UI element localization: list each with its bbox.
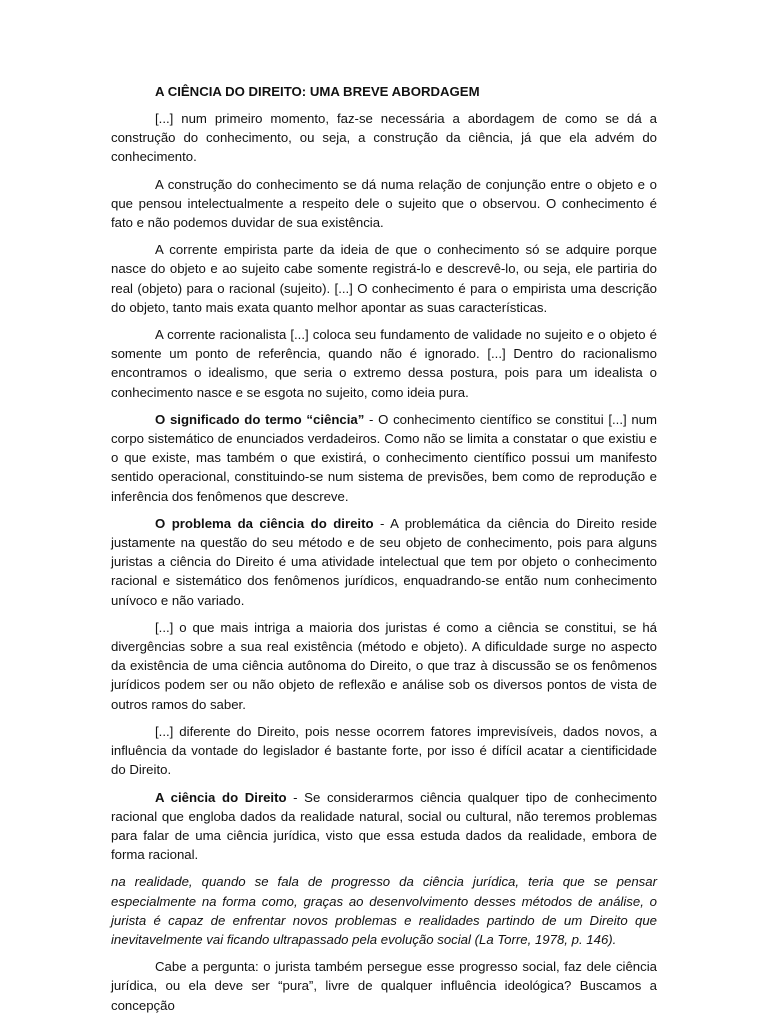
paragraph-9 [111, 788, 657, 865]
paragraph-text: A corrente racionalista [...] coloca seu fundamento de validade no sujeito e o objeto é somente um ponto de referência, quando não é ignorado. [...] Dentro do racionalismo encontramos o idealismo, que seria o extremo dessa postura, pois para um idealista o conhecimento nasce e se esgota no sujeito, como ideia pura. [111, 327, 657, 400]
paragraph-1 [111, 109, 657, 167]
document-title: A CIÊNCIA DO DIREITO: UMA BREVE ABORDAGEM [155, 84, 480, 99]
block-quote: na realidade, quando se fala de progresso da ciência jurídica, teria que se pensar especialmente na forma como, graças ao desenvolvimento desses métodos de análise, o jurista é capaz de enfrentar novos problemas e realidades partindo de um Direito que inevitavelmente vai ficando ultrapassado pela evolução social (La Torre, 1978, p. 146). [111, 874, 657, 947]
section-heading: A ciência do Direito [155, 789, 287, 805]
paragraph-text: A corrente empirista parte da ideia de que o conhecimento só se adquire porque nasce do objeto e ao sujeito cabe somente registrá-lo e descrevê-lo, ou seja, ele partiria do real (objeto) para o racional (sujeito). [...] O conhecimento é para o empirista uma descrição do objeto, tanto mais exata quanto melhor apontar as suas características. [111, 242, 657, 315]
section-heading: O significado do termo “ciência” [155, 411, 365, 427]
paragraph-5 [111, 410, 657, 506]
paragraph-text: - A problemática da ciência do Direito reside justamente na questão do seu método e de seu objeto de conhecimento, pois para alguns juristas a ciência do Direito é uma atividade intelectual que tem por objeto o conhecimento racional e sistemático dos fenômenos jurídicos, enquadrando-se então num conhecimento unívoco e não variado. [111, 515, 657, 608]
paragraph-text: [...] diferente do Direito, pois nesse ocorrem fatores imprevisíveis, dados novos, a influência da vontade do legislador é bastante forte, por isso é difícil acatar a cientificidade do Direito. [111, 723, 657, 778]
section-heading: O problema da ciência do direito [155, 515, 374, 531]
paragraph-2 [111, 175, 657, 233]
paragraph-text: A construção do conhecimento se dá numa relação de conjunção entre o objeto e o que pensou intelectualmente a respeito dele o sujeito que o observou. O conhecimento é fato e não podemos duvidar de sua existência. [111, 176, 657, 231]
paragraph-text: - O conhecimento científico se constitui [...] num corpo sistemático de enunciados verdadeiros. Como não se limita a constatar o que existiu e o que existe, mas também o que existirá, o conhecimento científico possui um manifesto sentido operacional, constituindo-se num sistema de previsões, bem como de reprodução e inferência dos fenômenos que descreve. [111, 411, 657, 504]
paragraph-final: Cabe a pergunta: o jurista também persegue esse progresso social, faz dele ciência jurídica, ou ela deve ser “pura”, livre de qualquer influência ideológica? Buscamos a concepção [111, 959, 657, 1013]
paragraph-text: - Se considerarmos ciência qualquer tipo de conhecimento racional que engloba dados da realidade natural, social ou cultural, não teremos problemas para falar de uma ciência jurídica, visto que essa estuda dados da realidade, embora de forma racional. [111, 789, 658, 863]
paragraph-7 [111, 618, 657, 714]
paragraph-text: [...] num primeiro momento, faz-se necessária a abordagem de como se dá a construção do conhecimento, ou seja, a construção da ciência, já que ela advém do conhecimento. [111, 111, 657, 165]
paragraph-4 [111, 325, 657, 402]
paragraph-6 [111, 514, 657, 610]
paragraph-8 [111, 722, 657, 780]
paragraph-text: [...] o que mais intriga a maioria dos juristas é como a ciência se constitui, se há divergências sobre a sua real existência (método e objeto). A dificuldade surge no aspecto da existência de uma ciência autônoma do Direito, o que traz à discussão se os fenômenos jurídicos podem ser ou não objeto de reflexão e análise sob os diversos pontos de vista de outros ramos do saber. [111, 619, 657, 712]
paragraph-3 [111, 240, 657, 317]
